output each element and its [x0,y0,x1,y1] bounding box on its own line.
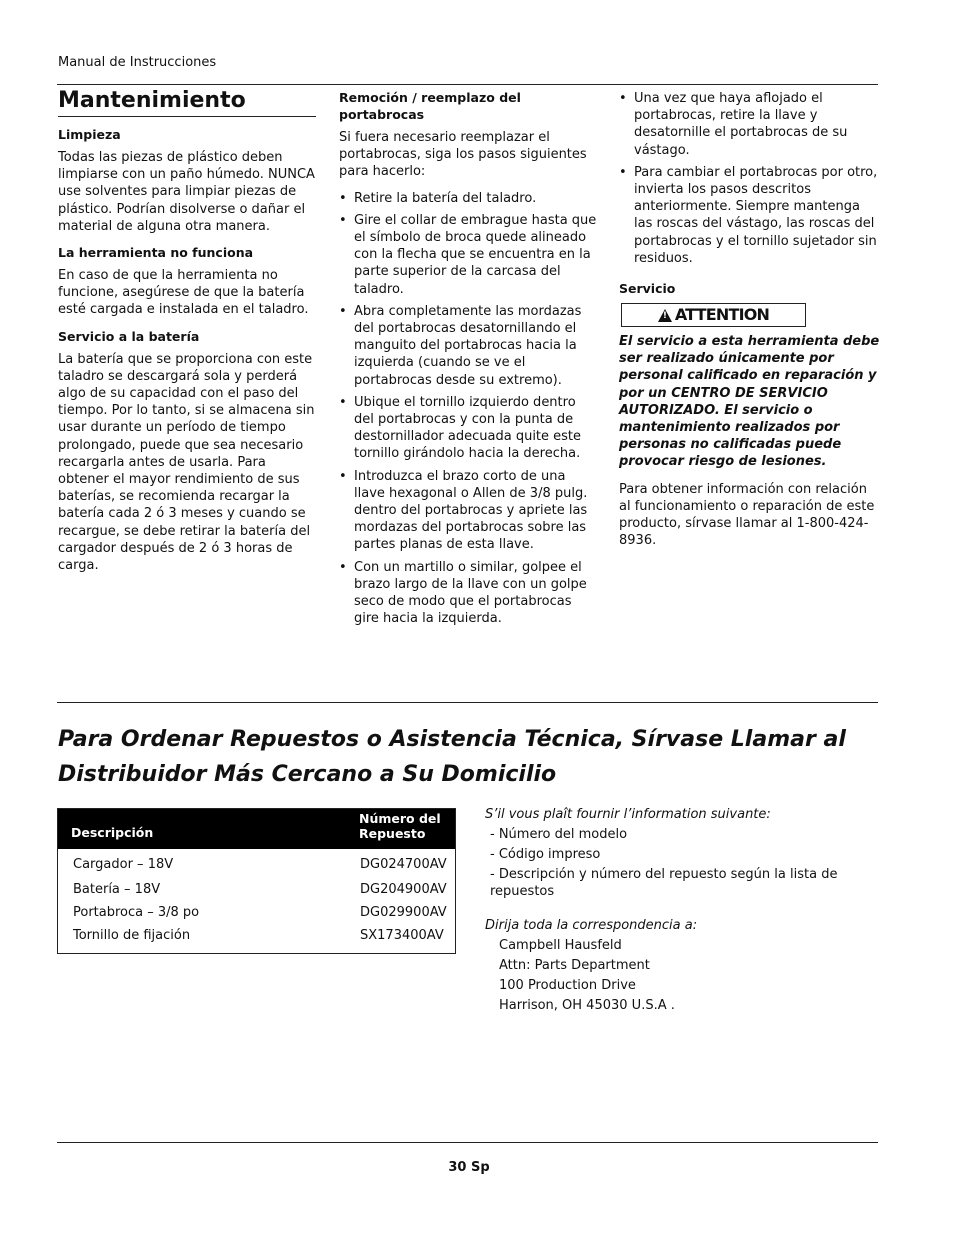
page-number: 30 Sp [448,1160,490,1175]
list-remocion-steps-cont [619,90,881,267]
table-cell-part-number: DG204900AV [360,882,447,897]
warning-text: El servicio a esta herramienta debe ser realizado únicamente por personal calificado en reparación y por un CENTRO DE SERVICIO AUTORIZADO. El servicio o mantenimiento realizados por personas no calificadas puede provocar riesgo de lesiones. [619,334,880,470]
column-chuck-removal [339,90,597,632]
info-column [485,805,885,1017]
info-item: - Número del modelo [490,827,628,843]
attention-label-box [621,303,806,327]
parts-table [57,808,456,954]
heading-servicio-bateria: Servicio a la batería [58,328,200,344]
warning-triangle-icon [658,309,672,322]
column-header-numero: Número del Repuesto [359,811,441,841]
column-header-descripcion: Descripción [71,825,154,840]
order-title: Para Ordenar Repuestos o Asistencia Técnica, Sírvase Llamar al Distribuidor Más Cercano a Su Domicilio [58,727,846,787]
column-service [619,90,881,558]
info-item: - Código impreso [490,847,601,863]
section-title-mantenimiento: Mantenimiento [58,88,316,117]
section-rule [57,702,878,703]
info-item: - Descripción y número del repuesto según la lista de repuestos [490,866,838,900]
table-cell-description: Cargador – 18V [73,857,174,872]
list-item: • Gire el collar de embrague hasta que el símbolo de broca quede alineado con la flecha que se encuentra en la parte superior de la carcasa del taladro. [339,212,597,297]
paragraph-herramienta-no-funciona: En caso de que la herramienta no funcione, asegúrese de que la batería esté cargada e instalada en el taladro. [58,268,309,318]
list-item: • Para cambiar el portabrocas por otro, invierta los pasos descritos anteriormente. Siempre mantenga las roscas del vástago, las roscas del portabrocas y el tornillo sujetador sin residuos. [619,164,878,266]
table-cell-part-number: DG029900AV [360,905,447,920]
paragraph-contact: Para obtener información con relación al funcionamiento o reparación de este producto, sírvase llamar al 1-800-424-8936. [619,481,875,549]
address-line: Attn: Parts Department [499,958,650,974]
address-line: Campbell Hausfeld [499,937,622,953]
list-remocion-steps [339,190,597,628]
info-prompt: S’il vous plaît fournir l’information suivante: [485,807,771,822]
header-rule [57,84,878,85]
list-item: • Ubique el tornillo izquierdo dentro del portabrocas y con la punta de destornillador adecuada quite este tornillo girándolo hacia la derecha. [339,394,582,462]
table-cell-description: Tornillo de fijación [73,928,191,943]
address-intro: Dirija toda la correspondencia a: [485,917,698,933]
heading-remocion-portabrocas: Remoción / reemplazo del portabrocas [339,90,521,122]
address-line: 100 Production Drive [499,978,636,994]
parts-table-header [58,809,455,849]
list-item: • Introduzca el brazo corto de una llave hexagonal o Allen de 3/8 pulg. dentro del portabrocas y apriete las mordazas del portabrocas sobre las partes planas de esta llave. [339,468,588,553]
footer-rule [57,1142,878,1143]
attention-label-text: ATTENTION [674,305,770,325]
list-item: • Con un martillo o similar, golpee el brazo largo de la llave con un golpe seco de modo que el portabrocas gire hacia la izquierda. [339,559,587,627]
list-item: • Abra completamente las mordazas del portabrocas desatornillando el manguito del portabrocas hacia la izquierda (cuando se ve el portabrocas desde su extremo). [339,303,582,388]
column-maintenance [58,88,316,583]
list-item: • Retire la batería del taladro. [339,190,537,206]
table-cell-part-number: DG024700AV [360,857,447,872]
header-manual-label: Manual de Instrucciones [58,55,217,70]
paragraph-limpieza: Todas las piezas de plástico deben limpiarse con un paño húmedo. NUNCA use solventes para limpiar piezas de plástico. Podrían disolverse o dañar el material de alguna otra manera. [58,150,315,234]
table-cell-part-number: SX173400AV [360,928,444,943]
heading-servicio: Servicio [619,281,676,297]
paragraph-servicio-bateria: La batería que se proporciona con este taladro se descargará sola y perderá algo de su capacidad con el paso del tiempo. Por lo tanto, si se almacena sin usar durante un período de tiempo prolongado, puede que sea necesario recargarla antes de usarla. Para obtener el mayor rendimiento de sus baterías, se recomienda recargar la batería cada 2 ó 3 meses y cuando se recargue, se debe retirar la batería del cargador después de 2 ó 3 horas de carga. [58,351,315,574]
heading-limpieza: Limpieza [58,127,121,142]
heading-herramienta-no-funciona: La herramienta no funciona [58,245,254,261]
address-line: Harrison, OH 45030 U.S.A . [499,998,675,1014]
paragraph-remocion-intro: Si fuera necesario reemplazar el portabrocas, siga los pasos siguientes para hacerlo: [339,130,587,180]
table-cell-description: Portabroca – 3/8 po [73,905,200,920]
table-cell-description: Batería – 18V [73,882,161,897]
list-item: • Una vez que haya aflojado el portabrocas, retire la llave y desatornille el portabrocas de su vástago. [619,91,848,158]
